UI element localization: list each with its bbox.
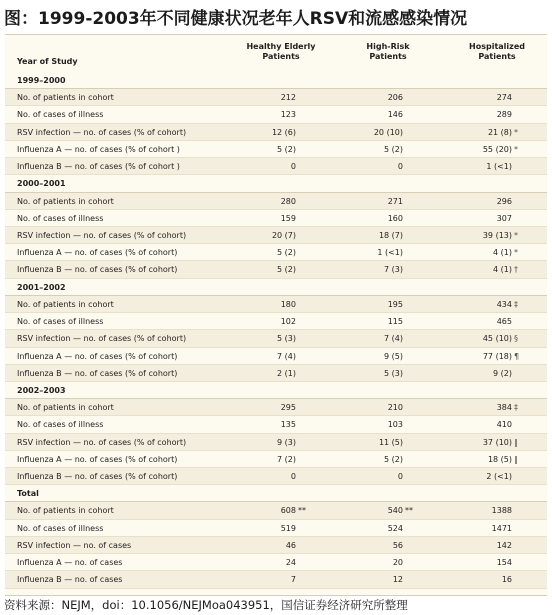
row-label: RSV infection — no. of cases (% of cohort) bbox=[17, 230, 187, 240]
table-row bbox=[5, 554, 547, 571]
cell-hospitalized: 154 bbox=[496, 558, 512, 568]
cell-high-risk: 18 (7) bbox=[378, 230, 403, 240]
note-high-risk: ** bbox=[405, 506, 413, 516]
header-year-of-study: Year of Study bbox=[17, 57, 78, 66]
cell-healthy-elderly: 295 bbox=[280, 403, 296, 413]
row-label: Influenza B — no. of cases (% of cohort) bbox=[17, 472, 178, 482]
cell-high-risk: 20 bbox=[392, 558, 403, 568]
cell-healthy-elderly: 5 (3) bbox=[277, 334, 296, 344]
cell-high-risk: 524 bbox=[387, 523, 403, 533]
cell-hospitalized: 410 bbox=[496, 420, 512, 430]
row-label: No. of patients in cohort bbox=[17, 299, 114, 309]
cell-high-risk: 5 (2) bbox=[384, 144, 403, 154]
note-hospitalized: * bbox=[514, 230, 518, 240]
note-hospitalized: ¶ bbox=[514, 351, 520, 361]
table-row bbox=[5, 434, 547, 451]
cell-hospitalized: 465 bbox=[496, 317, 512, 327]
figure-title: 图：1999-2003年不同健康状况老年人RSV和流感感染情况 bbox=[4, 9, 468, 29]
row-label: No. of cases of illness bbox=[17, 213, 104, 223]
section-row bbox=[5, 485, 547, 502]
cell-hospitalized: 307 bbox=[496, 213, 512, 223]
cell-high-risk: 115 bbox=[387, 317, 403, 327]
cell-hospitalized: 39 (13) bbox=[482, 230, 512, 240]
row-label: RSV infection — no. of cases bbox=[17, 540, 132, 550]
cell-hospitalized: 55 (20) bbox=[482, 144, 512, 154]
table-body bbox=[5, 72, 547, 589]
note-healthy-elderly: ** bbox=[298, 506, 306, 516]
row-label: Influenza A — no. of cases bbox=[17, 558, 123, 568]
row-label: No. of cases of illness bbox=[17, 110, 104, 120]
row-label: No. of cases of illness bbox=[17, 523, 104, 533]
cell-high-risk: 160 bbox=[387, 213, 403, 223]
cell-healthy-elderly: 212 bbox=[280, 93, 296, 103]
cell-healthy-elderly: 0 bbox=[290, 162, 296, 172]
cell-hospitalized: 274 bbox=[496, 93, 512, 103]
row-label: Influenza B — no. of cases (% of cohort ) bbox=[17, 162, 180, 172]
cell-high-risk: 0 bbox=[397, 472, 403, 482]
row-label: Influenza A — no. of cases (% of cohort ) bbox=[17, 144, 180, 154]
cell-high-risk: 103 bbox=[387, 420, 403, 430]
section-row bbox=[5, 382, 547, 399]
note-hospitalized: * bbox=[514, 248, 518, 258]
cell-hospitalized: 18 (5) bbox=[487, 454, 512, 464]
cell-high-risk: 5 (2) bbox=[384, 454, 403, 464]
table-row bbox=[5, 571, 547, 588]
row-label: No. of patients in cohort bbox=[17, 506, 114, 516]
cell-healthy-elderly: 12 (6) bbox=[271, 127, 296, 137]
cell-healthy-elderly: 102 bbox=[280, 317, 296, 327]
cell-high-risk: 540 bbox=[387, 506, 403, 516]
row-label: Influenza A — no. of cases (% of cohort) bbox=[17, 454, 178, 464]
cell-hospitalized: 1388 bbox=[491, 506, 512, 516]
row-label: No. of patients in cohort bbox=[17, 403, 114, 413]
cell-healthy-elderly: 20 (7) bbox=[271, 230, 296, 240]
cell-high-risk: 195 bbox=[387, 299, 403, 309]
cell-high-risk: 206 bbox=[387, 93, 403, 103]
cell-healthy-elderly: 7 bbox=[290, 575, 296, 585]
header-hospitalized: Hospitalized Patients bbox=[469, 42, 525, 61]
cell-hospitalized: 16 bbox=[501, 575, 512, 585]
cell-healthy-elderly: 180 bbox=[280, 299, 296, 309]
table-row bbox=[5, 313, 547, 330]
cell-high-risk: 56 bbox=[392, 540, 403, 550]
table-row bbox=[5, 106, 547, 123]
cell-high-risk: 9 (5) bbox=[384, 351, 403, 361]
note-hospitalized: ‖ bbox=[514, 454, 518, 464]
cell-healthy-elderly: 24 bbox=[285, 558, 296, 568]
cell-hospitalized: 9 (2) bbox=[493, 368, 512, 378]
table-row bbox=[5, 210, 547, 227]
table-row bbox=[5, 537, 547, 554]
note-hospitalized: * bbox=[514, 144, 518, 154]
section-row bbox=[5, 175, 547, 192]
cell-high-risk: 7 (4) bbox=[384, 334, 403, 344]
cell-hospitalized: 384 bbox=[496, 403, 512, 413]
table-row bbox=[5, 451, 547, 468]
cell-hospitalized: 4 (1) bbox=[493, 265, 512, 275]
table-row bbox=[5, 193, 547, 210]
table-row bbox=[5, 227, 547, 244]
section-label: 2000–2001 bbox=[17, 179, 66, 189]
cell-healthy-elderly: 519 bbox=[280, 523, 296, 533]
data-table bbox=[5, 34, 547, 596]
cell-healthy-elderly: 0 bbox=[290, 472, 296, 482]
note-hospitalized: * bbox=[514, 127, 518, 137]
cell-hospitalized: 1471 bbox=[491, 523, 512, 533]
row-label: RSV infection — no. of cases (% of cohort) bbox=[17, 127, 187, 137]
cell-high-risk: 146 bbox=[387, 110, 403, 120]
table-row bbox=[5, 399, 547, 416]
row-label: No. of cases of illness bbox=[17, 420, 104, 430]
cell-high-risk: 20 (10) bbox=[373, 127, 403, 137]
cell-hospitalized: 1 (<1) bbox=[486, 162, 512, 172]
section-row bbox=[5, 72, 547, 89]
header-high-risk: High-Risk Patients bbox=[366, 42, 410, 61]
cell-high-risk: 12 bbox=[392, 575, 403, 585]
note-hospitalized: ‖ bbox=[514, 437, 518, 447]
cell-healthy-elderly: 123 bbox=[280, 110, 296, 120]
cell-healthy-elderly: 7 (4) bbox=[277, 351, 296, 361]
cell-hospitalized: 21 (8) bbox=[487, 127, 512, 137]
cell-high-risk: 5 (3) bbox=[384, 368, 403, 378]
table-header bbox=[5, 35, 547, 71]
section-label: Total bbox=[17, 489, 39, 499]
cell-healthy-elderly: 280 bbox=[280, 196, 296, 206]
cell-hospitalized: 77 (18) bbox=[482, 351, 512, 361]
cell-hospitalized: 434 bbox=[496, 299, 512, 309]
header-healthy-elderly: Healthy Elderly Patients bbox=[246, 42, 316, 61]
table-row bbox=[5, 261, 547, 278]
row-label: Influenza B — no. of cases (% of cohort) bbox=[17, 265, 178, 275]
note-hospitalized: § bbox=[514, 334, 518, 344]
table-row bbox=[5, 158, 547, 175]
cell-healthy-elderly: 5 (2) bbox=[277, 265, 296, 275]
cell-high-risk: 271 bbox=[387, 196, 403, 206]
row-label: Influenza B — no. of cases bbox=[17, 575, 123, 585]
cell-hospitalized: 37 (10) bbox=[482, 437, 512, 447]
row-label: Influenza A — no. of cases (% of cohort) bbox=[17, 248, 178, 258]
cell-hospitalized: 296 bbox=[496, 196, 512, 206]
cell-healthy-elderly: 135 bbox=[280, 420, 296, 430]
cell-healthy-elderly: 9 (3) bbox=[277, 437, 296, 447]
row-label: No. of cases of illness bbox=[17, 317, 104, 327]
table-row bbox=[5, 330, 547, 347]
cell-hospitalized: 142 bbox=[496, 540, 512, 550]
table-row bbox=[5, 141, 547, 158]
note-hospitalized: ‡ bbox=[514, 403, 518, 413]
cell-healthy-elderly: 5 (2) bbox=[277, 144, 296, 154]
table-row bbox=[5, 520, 547, 537]
table-row bbox=[5, 296, 547, 313]
section-label: 1999–2000 bbox=[17, 76, 66, 85]
row-label: No. of patients in cohort bbox=[17, 196, 114, 206]
cell-healthy-elderly: 7 (2) bbox=[277, 454, 296, 464]
table-row bbox=[5, 244, 547, 261]
section-label: 2001–2002 bbox=[17, 282, 66, 292]
row-label: Influenza A — no. of cases (% of cohort) bbox=[17, 351, 178, 361]
table-row bbox=[5, 468, 547, 485]
note-hospitalized: † bbox=[514, 265, 518, 275]
cell-hospitalized: 289 bbox=[496, 110, 512, 120]
cell-high-risk: 0 bbox=[397, 162, 403, 172]
section-row bbox=[5, 279, 547, 296]
cell-high-risk: 1 (<1) bbox=[377, 248, 403, 258]
table-row bbox=[5, 124, 547, 141]
table-row bbox=[5, 89, 547, 106]
note-hospitalized: ‡ bbox=[514, 299, 518, 309]
section-label: 2002–2003 bbox=[17, 385, 66, 395]
cell-hospitalized: 45 (10) bbox=[482, 334, 512, 344]
row-label: Influenza B — no. of cases (% of cohort) bbox=[17, 368, 178, 378]
source-note: 资料来源：NEJM，doi：10.1056/NEJMoa043951，国信证券经济研究所整理 bbox=[4, 598, 408, 612]
cell-high-risk: 210 bbox=[387, 403, 403, 413]
table-row bbox=[5, 416, 547, 433]
cell-high-risk: 11 (5) bbox=[378, 437, 403, 447]
table-row bbox=[5, 348, 547, 365]
table-row bbox=[5, 502, 547, 519]
cell-healthy-elderly: 5 (2) bbox=[277, 248, 296, 258]
cell-high-risk: 7 (3) bbox=[384, 265, 403, 275]
cell-hospitalized: 4 (1) bbox=[493, 248, 512, 258]
row-label: RSV infection — no. of cases (% of cohort) bbox=[17, 334, 187, 344]
cell-healthy-elderly: 159 bbox=[280, 213, 296, 223]
row-label: No. of patients in cohort bbox=[17, 93, 114, 103]
table-row bbox=[5, 365, 547, 382]
cell-healthy-elderly: 2 (1) bbox=[277, 368, 296, 378]
cell-healthy-elderly: 46 bbox=[285, 540, 296, 550]
cell-healthy-elderly: 608 bbox=[280, 506, 296, 516]
row-label: RSV infection — no. of cases (% of cohort) bbox=[17, 437, 187, 447]
cell-hospitalized: 2 (<1) bbox=[486, 472, 512, 482]
